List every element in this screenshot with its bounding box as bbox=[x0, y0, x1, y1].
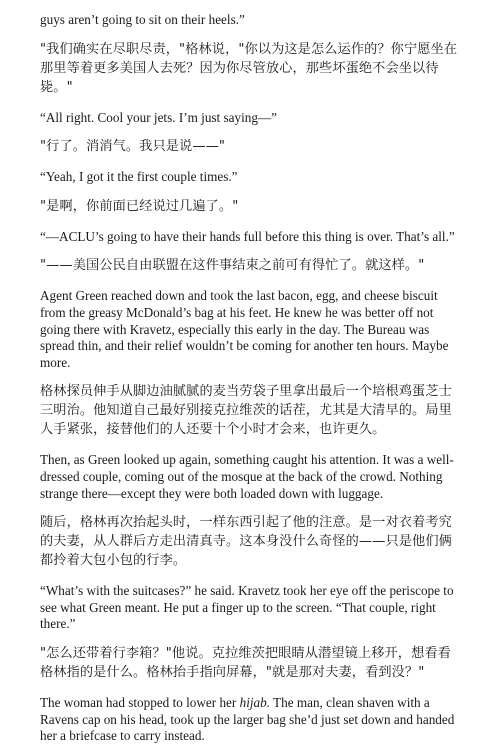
paragraph-en-8-after: The man, clean shaven with a Ravens cap on his head, took up the larger bag she’d just set down and handed her a briefcase to carry instead. bbox=[40, 694, 455, 744]
paragraph-en-3: “Yeah, I got it the first couple times.” bbox=[40, 169, 238, 185]
paragraph-zh-4: "——美国公民自由联盟在这件事结束之前可有得忙了。就这样。" bbox=[40, 258, 425, 274]
paragraph-en-8-before: The woman had stopped to lower her bbox=[40, 694, 240, 710]
document-page bbox=[40, 0, 464, 745]
paragraph-en-1: guys aren’t going to sit on their heels.” bbox=[40, 12, 245, 27]
paragraph-zh-5: 格林探员伸手从脚边油腻腻的麦当劳袋子里拿出最后一个培根鸡蛋芝士三明治。他知道自己最好别接克拉维茨的话茬，尤其是大清早的。局里人手紧张，接替他们的人还要十个小时才会来，也许更久。 bbox=[40, 384, 452, 438]
paragraph-en-4: “—ACLU’s going to have their hands full before this thing is over. That’s all.” bbox=[40, 228, 455, 244]
paragraph-zh-6: 随后，格林再次抬起头时，一样东西引起了他的注意。是一对衣着考究的夫妻，从人群后方走出清真寺。这本身没什么奇怪的——只是他们俩都拎着大包小包的行李。 bbox=[40, 515, 452, 569]
paragraph-en-6: Then, as Green looked up again, something caught his attention. It was a well-dressed couple, coming out of the mosque at the back of the crowd. Nothing strange there—except they were both loaded down with luggage. bbox=[40, 452, 454, 501]
paragraph-en-7: “What’s with the suitcases?” he said. Kravetz took her eye off the periscope to see what Green meant. He put a finger up to the screen. “That couple, right there.” bbox=[40, 583, 454, 632]
paragraph-zh-3: "是啊，你前面已经说过几遍了。" bbox=[40, 198, 239, 214]
paragraph-zh-1: "我们确实在尽职尽责，"格林说，"你以为这是怎么运作的？你宁愿坐在那里等着更多美国人去死？因为你尽管放心，那些坏蛋绝不会坐以待毙。" bbox=[40, 41, 458, 95]
paragraph-zh-2: "行了。消消气。我只是说——" bbox=[40, 139, 226, 155]
paragraph-en-2: “All right. Cool your jets. I’m just saying—” bbox=[40, 109, 277, 125]
paragraph-en-8 bbox=[40, 695, 464, 745]
paragraph-zh-7: "怎么还带着行李箱？"他说。克拉维茨把眼睛从潜望镜上移开，想看看格林指的是什么。格林抬手指向屏幕，"就是那对夫妻，看到没？" bbox=[40, 645, 451, 680]
paragraph-en-5: Agent Green reached down and took the last bacon, egg, and cheese biscuit from the greasy McDonald’s bag at his feet. He knew he was better off not going there with Kravetz, especially this early in the day. The Bureau was spread thin, and their relief wouldn’t be coming for another ten hours. Maybe more. bbox=[40, 288, 449, 370]
hijab-italic: hijab. bbox=[239, 694, 270, 710]
